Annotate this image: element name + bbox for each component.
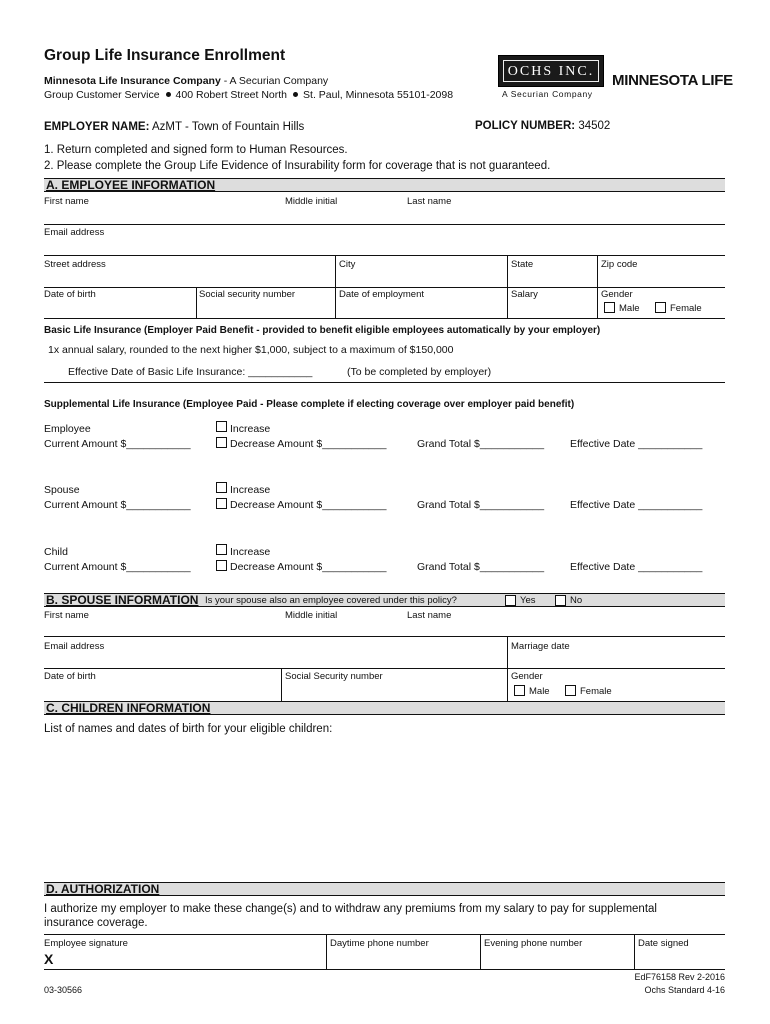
employee-signature-label: Employee signature	[44, 938, 128, 949]
divider	[44, 668, 725, 669]
evening-phone-label: Evening phone number	[484, 938, 583, 949]
company-line	[44, 75, 328, 87]
authorization-text-2: insurance coverage.	[44, 917, 148, 929]
spouse-female-label: Female	[580, 686, 612, 697]
employee-last-name-label: Last name	[407, 196, 452, 207]
state-label: State	[511, 259, 534, 270]
divider	[634, 934, 635, 969]
divider	[507, 636, 508, 668]
supplemental-heading: Supplemental Life Insurance (Employee Paid - Please complete if electing coverage over employer paid benefit)	[44, 399, 575, 410]
signature-x-mark[interactable]: X	[44, 951, 54, 967]
ochs-logo	[498, 55, 604, 87]
street-address-label: Street address	[44, 259, 106, 270]
section-d-title: D. AUTHORIZATION	[46, 882, 160, 896]
divider	[597, 287, 598, 318]
divider	[335, 287, 336, 318]
spouse-male-label: Male	[529, 686, 550, 697]
marriage-date-label: Marriage date	[511, 641, 570, 652]
divider	[507, 668, 508, 701]
effective-date-field[interactable]: Effective Date ___________	[570, 499, 703, 511]
basic-effective-note: (To be completed by employer)	[347, 366, 492, 378]
spouse-employee-yes-checkbox[interactable]	[505, 595, 516, 606]
divider	[326, 934, 327, 969]
employee-ssn-label: Social security number	[199, 289, 296, 300]
ochs-logo-text: OCHS INC.	[503, 60, 599, 82]
spouse-employee-no-checkbox[interactable]	[555, 595, 566, 606]
divider	[507, 287, 508, 318]
policy-line	[475, 120, 610, 132]
address-street: 400 Robert Street North	[175, 89, 288, 101]
divider	[44, 287, 725, 288]
ochs-logo-subtitle: A Securian Company	[502, 89, 593, 99]
policy-number-value: 34502	[578, 120, 611, 132]
divider	[480, 934, 481, 969]
employee-first-name-label: First name	[44, 196, 89, 207]
spouse-dob-label: Date of birth	[44, 671, 96, 682]
employee-middle-initial-label: Middle initial	[285, 196, 338, 207]
daytime-phone-label: Daytime phone number	[330, 938, 429, 949]
current-amount-field[interactable]: Current Amount $___________	[44, 438, 191, 450]
employer-line	[44, 121, 304, 133]
spouse-ssn-label: Social Security number	[285, 671, 383, 682]
divider	[44, 255, 725, 256]
divider	[44, 636, 725, 637]
basic-effective-date: Effective Date of Basic Life Insurance: ___________	[68, 366, 313, 378]
address-city: St. Paul, Minnesota 55101-2098	[303, 89, 454, 101]
spouse-gender-label: Gender	[511, 671, 543, 682]
basic-life-description: 1x annual salary, rounded to the next higher $1,000, subject to a maximum of $150,000	[48, 344, 454, 356]
decrease-checkbox[interactable]	[216, 437, 227, 448]
divider	[44, 382, 725, 383]
bullet-icon	[293, 92, 298, 97]
instruction-2: 2. Please complete the Group Life Evidence of Insurability form for coverage that is not guaranteed.	[44, 160, 551, 172]
decrease-amount-field[interactable]: Decrease Amount $___________	[230, 438, 387, 450]
spouse-middle-initial-label: Middle initial	[285, 610, 338, 621]
employee-male-label: Male	[619, 303, 640, 314]
employee-female-checkbox[interactable]	[655, 302, 666, 313]
section-a-title: A. EMPLOYEE INFORMATION	[46, 178, 216, 192]
date-of-employment-label: Date of employment	[339, 289, 425, 300]
basic-life-heading: Basic Life Insurance (Employer Paid Benefit - provided to benefit eligible employees automatically by your employer)	[44, 325, 601, 336]
divider	[196, 287, 197, 318]
spouse-last-name-label: Last name	[407, 610, 452, 621]
employer-name-label: EMPLOYER NAME:	[44, 121, 150, 133]
effective-date-field[interactable]: Effective Date ___________	[570, 438, 703, 450]
employer-name-value: AzMT - Town of Fountain Hills	[151, 121, 305, 133]
policy-number-label: POLICY NUMBER:	[475, 120, 576, 132]
form-code: 03-30566	[44, 985, 83, 995]
minnesota-life-logo: MINNESOTA LIFE	[612, 72, 733, 89]
spouse-first-name-label: First name	[44, 610, 89, 621]
yes-label: Yes	[520, 595, 536, 606]
company-suffix: - A Securian Company	[220, 75, 329, 87]
employee-email-label: Email address	[44, 227, 105, 238]
effective-date-field[interactable]: Effective Date ___________	[570, 561, 703, 573]
supp-who-label: Employee	[44, 423, 91, 435]
divider	[507, 255, 508, 287]
bullet-icon	[166, 92, 171, 97]
ochs-standard-label: Ochs Standard 4-16	[644, 985, 725, 995]
decrease-checkbox[interactable]	[216, 560, 227, 571]
increase-label: Increase	[230, 423, 271, 435]
children-prompt: List of names and dates of birth for your eligible children:	[44, 723, 333, 735]
increase-checkbox[interactable]	[216, 482, 227, 493]
spouse-email-label: Email address	[44, 641, 105, 652]
supp-who-label: Spouse	[44, 484, 80, 496]
grand-total-field[interactable]: Grand Total $___________	[417, 561, 545, 573]
address-dept: Group Customer Service	[44, 89, 160, 101]
no-label: No	[570, 595, 583, 606]
grand-total-field[interactable]: Grand Total $___________	[417, 438, 545, 450]
current-amount-field[interactable]: Current Amount $___________	[44, 561, 191, 573]
divider	[44, 318, 725, 319]
divider	[281, 668, 282, 701]
zip-code-label: Zip code	[601, 259, 638, 270]
grand-total-field[interactable]: Grand Total $___________	[417, 499, 545, 511]
divider	[44, 934, 725, 935]
decrease-amount-field[interactable]: Decrease Amount $___________	[230, 561, 387, 573]
current-amount-field[interactable]: Current Amount $___________	[44, 499, 191, 511]
form-title: Group Life Insurance Enrollment	[44, 47, 286, 64]
section-c-title: C. CHILDREN INFORMATION	[46, 701, 211, 715]
divider	[597, 255, 598, 287]
increase-checkbox[interactable]	[216, 421, 227, 432]
increase-checkbox[interactable]	[216, 544, 227, 555]
city-label: City	[339, 259, 356, 270]
form-number: EdF76158 Rev 2-2016	[634, 972, 725, 982]
employee-gender-label: Gender	[601, 289, 633, 300]
company-name: Minnesota Life Insurance Company	[44, 75, 221, 87]
employee-male-checkbox[interactable]	[604, 302, 615, 313]
employee-female-label: Female	[670, 303, 702, 314]
spouse-male-checkbox[interactable]	[514, 685, 525, 696]
date-signed-label: Date signed	[638, 938, 689, 949]
address-line	[44, 89, 453, 101]
section-b-title: B. SPOUSE INFORMATION	[46, 593, 199, 607]
spouse-employee-question: Is your spouse also an employee covered under this policy?	[205, 595, 457, 606]
divider	[44, 224, 725, 225]
increase-label: Increase	[230, 484, 271, 496]
decrease-checkbox[interactable]	[216, 498, 227, 509]
divider	[44, 969, 725, 970]
salary-label: Salary	[511, 289, 538, 300]
instruction-1: 1. Return completed and signed form to Human Resources.	[44, 144, 348, 156]
supp-who-label: Child	[44, 546, 68, 558]
employee-dob-label: Date of birth	[44, 289, 96, 300]
spouse-female-checkbox[interactable]	[565, 685, 576, 696]
decrease-amount-field[interactable]: Decrease Amount $___________	[230, 499, 387, 511]
authorization-text-1: I authorize my employer to make these change(s) and to withdraw any premiums from my salary to pay for supplemental	[44, 903, 657, 915]
increase-label: Increase	[230, 546, 271, 558]
divider	[335, 255, 336, 287]
